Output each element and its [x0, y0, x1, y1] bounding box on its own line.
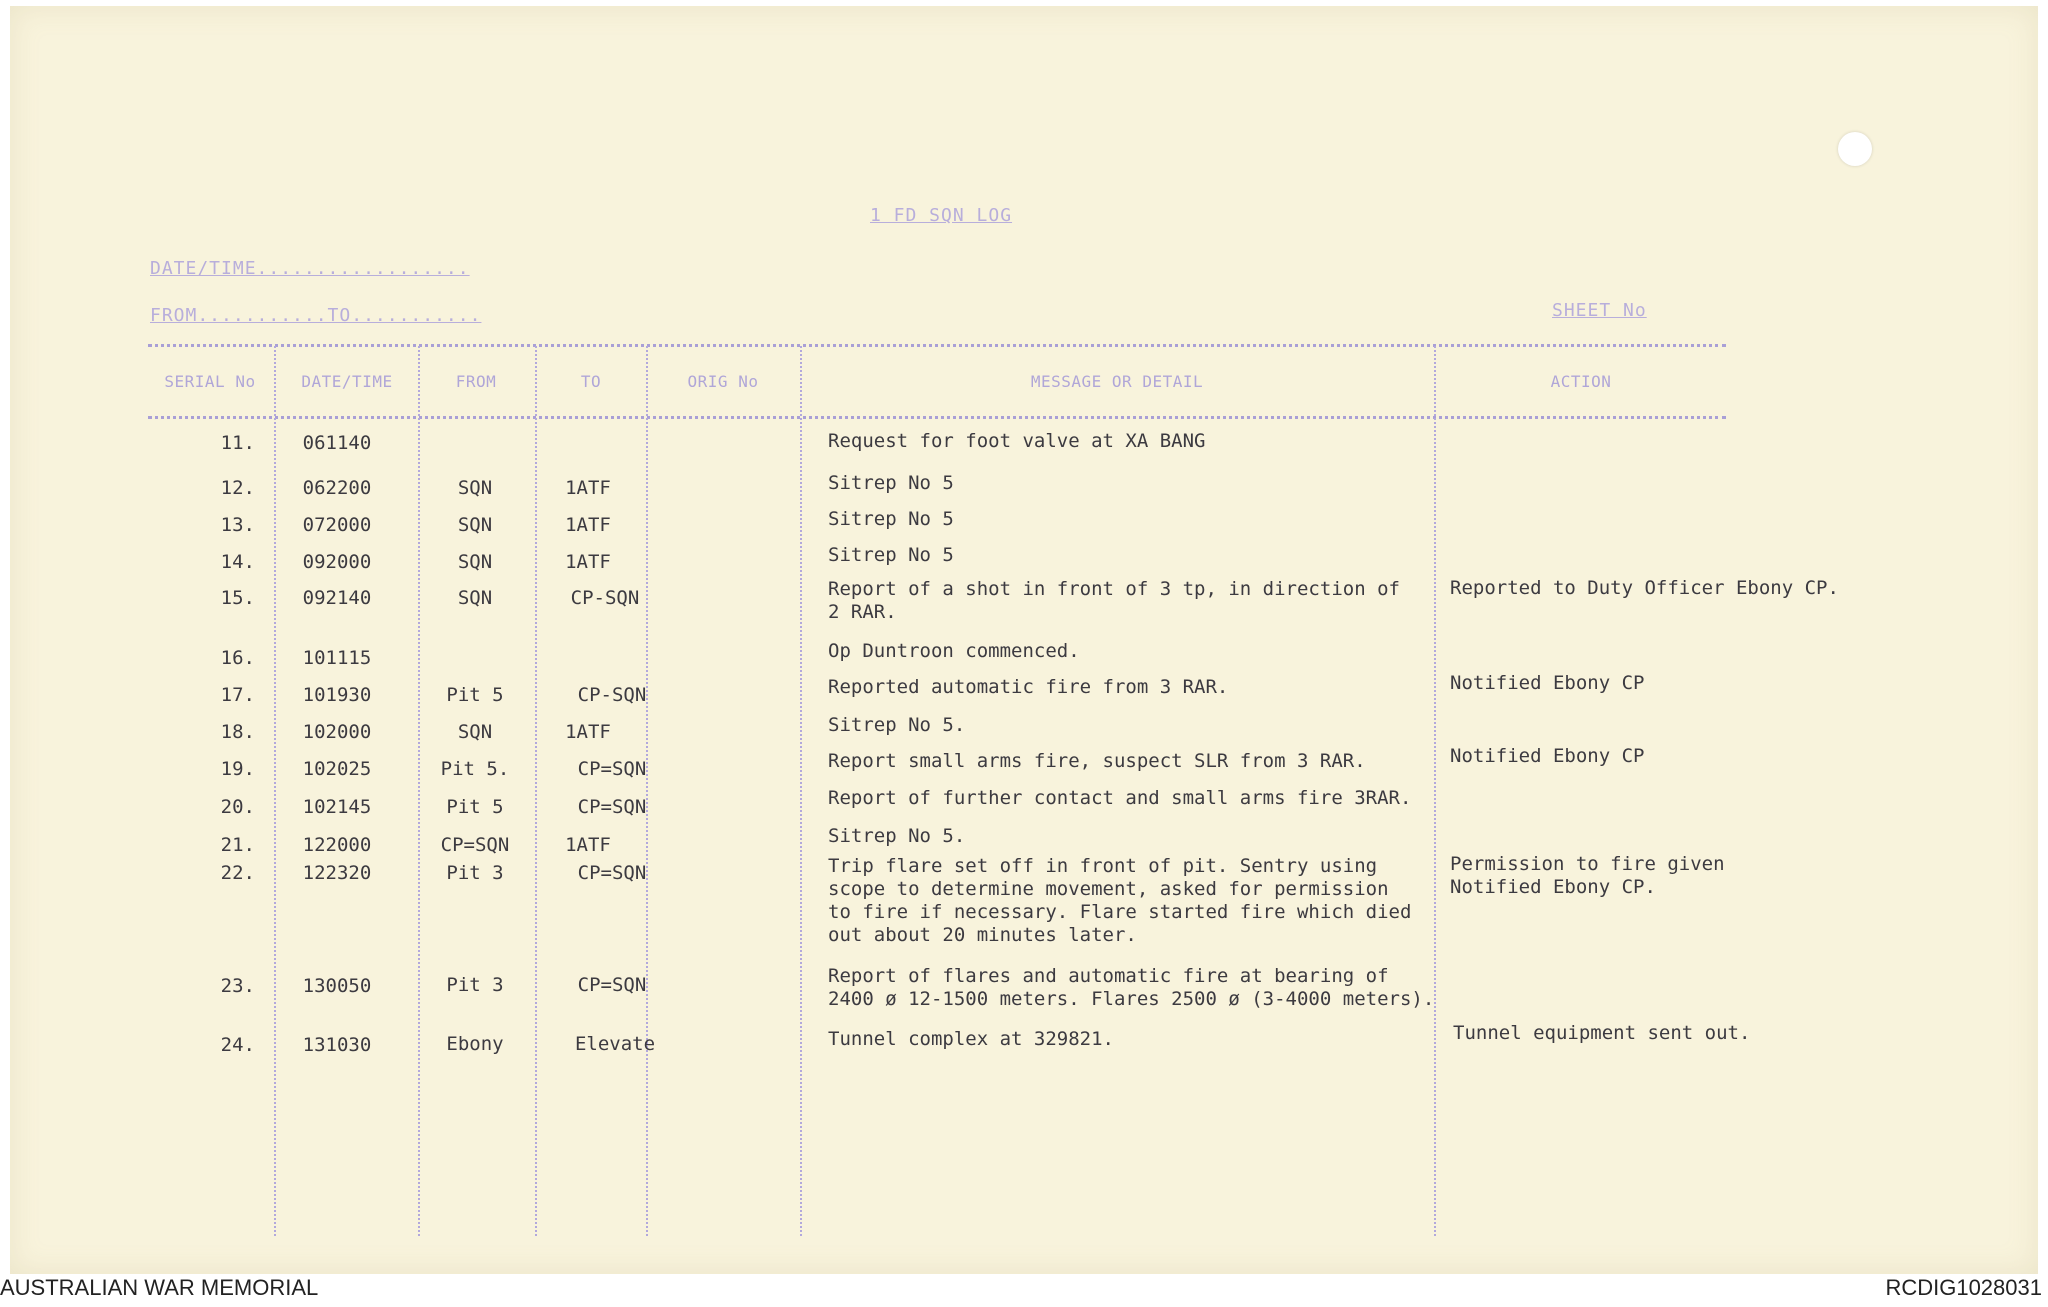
- row-action: Notified Ebony CP: [1450, 672, 1645, 694]
- header-to: TO: [580, 372, 602, 391]
- row-action: Permission to fire given Notified Ebony CP.: [1450, 853, 1725, 898]
- archive-credit: AUSTRALIAN WAR MEMORIAL: [0, 1275, 319, 1300]
- row-datetime: 102000: [302, 721, 372, 743]
- row-to: 1ATF: [565, 477, 611, 499]
- row-serial: 14.: [220, 551, 255, 573]
- row-message: Report of further contact and small arms fire 3RAR.: [828, 787, 1412, 809]
- row-from: SQN: [457, 551, 493, 573]
- row-to: CP-SQN: [577, 684, 647, 706]
- row-to: CP=SQN: [577, 862, 647, 884]
- row-message: Sitrep No 5: [828, 544, 954, 566]
- row-from: SQN: [457, 514, 493, 536]
- row-message: Sitrep No 5: [828, 472, 954, 494]
- row-serial: 17.: [220, 684, 255, 706]
- row-from: SQN: [457, 587, 493, 609]
- row-serial: 24.: [220, 1034, 255, 1056]
- row-from: CP=SQN: [440, 834, 510, 856]
- row-message: Report small arms fire, suspect SLR from 3 RAR.: [828, 750, 1366, 772]
- row-from: Pit 5: [446, 684, 504, 706]
- header-action: ACTION: [1550, 372, 1612, 391]
- row-datetime: 131030: [302, 1034, 372, 1056]
- column-divider: [1434, 346, 1436, 1236]
- row-serial: 22.: [220, 862, 255, 884]
- row-message: Report of flares and automatic fire at bearing of 2400 ø 12-1500 meters. Flares 2500 ø (3-4000 meters).: [828, 965, 1435, 1010]
- column-divider: [274, 346, 276, 1236]
- row-from: Pit 3: [446, 862, 504, 884]
- header-serial: SERIAL No: [164, 372, 256, 391]
- row-action: Notified Ebony CP: [1450, 745, 1645, 767]
- form-title: 1 FD SQN LOG: [870, 205, 1013, 226]
- row-message: Report of a shot in front of 3 tp, in direction of 2 RAR.: [828, 578, 1400, 623]
- row-serial: 13.: [220, 514, 255, 536]
- header-from: FROM: [455, 372, 497, 391]
- row-from: Ebony: [446, 1033, 504, 1055]
- header-datetime: DATE/TIME: [301, 372, 393, 391]
- date-time-field: DATE/TIME..................: [150, 258, 470, 279]
- archive-id: RCDIG1028031: [1885, 1275, 2042, 1300]
- row-serial: 16.: [220, 647, 255, 669]
- row-message: Sitrep No 5.: [828, 825, 966, 847]
- row-datetime: 092140: [302, 587, 372, 609]
- row-datetime: 122000: [302, 834, 372, 856]
- row-from: SQN: [457, 477, 493, 499]
- row-action: Reported to Duty Officer Ebony CP.: [1450, 577, 1839, 599]
- row-datetime: 092000: [302, 551, 372, 573]
- row-from: Pit 3: [446, 974, 504, 996]
- row-message: Reported automatic fire from 3 RAR.: [828, 676, 1229, 698]
- row-serial: 20.: [220, 796, 255, 818]
- row-message: Tunnel complex at 329821.: [828, 1028, 1114, 1050]
- column-divider: [646, 346, 648, 1236]
- column-divider: [800, 346, 802, 1236]
- row-serial: 19.: [220, 758, 255, 780]
- from-to-field: FROM...........TO...........: [150, 305, 482, 326]
- table-header-rule: [148, 416, 1726, 419]
- row-serial: 23.: [220, 975, 255, 997]
- row-datetime: 102145: [302, 796, 372, 818]
- sheet-number-field: SHEET No: [1552, 300, 1647, 321]
- row-to: CP=SQN: [577, 974, 647, 996]
- row-serial: 18.: [220, 721, 255, 743]
- row-to: 1ATF: [565, 551, 611, 573]
- header-message: MESSAGE OR DETAIL: [1030, 372, 1204, 391]
- row-to: 1ATF: [565, 721, 611, 743]
- row-datetime: 072000: [302, 514, 372, 536]
- row-message: Request for foot valve at XA BANG: [828, 430, 1206, 452]
- row-to: CP=SQN: [577, 758, 647, 780]
- row-serial: 15.: [220, 587, 255, 609]
- row-message: Sitrep No 5.: [828, 714, 966, 736]
- row-datetime: 102025: [302, 758, 372, 780]
- row-serial: 11.: [220, 432, 255, 454]
- row-to: 1ATF: [565, 514, 611, 536]
- row-serial: 21.: [220, 834, 255, 856]
- punch-hole: [1838, 132, 1872, 166]
- row-datetime: 130050: [302, 975, 372, 997]
- row-from: SQN: [457, 721, 493, 743]
- header-orig: ORIG No: [687, 372, 759, 391]
- row-to: CP-SQN: [570, 587, 640, 609]
- table-top-rule: [148, 344, 1726, 347]
- row-to: CP=SQN: [577, 796, 647, 818]
- row-message: Op Duntroon commenced.: [828, 640, 1080, 662]
- row-datetime: 101930: [302, 684, 372, 706]
- row-action: Tunnel equipment sent out.: [1453, 1022, 1751, 1044]
- row-message: Sitrep No 5: [828, 508, 954, 530]
- row-to: Elevate: [574, 1033, 656, 1055]
- row-datetime: 062200: [302, 477, 372, 499]
- row-message: Trip flare set off in front of pit. Sentry using scope to determine movement, asked for permission to fire if necessary. Flare started fire which died out about 20 minutes later.: [828, 855, 1412, 946]
- row-datetime: 101115: [302, 647, 372, 669]
- row-to: 1ATF: [565, 834, 611, 856]
- row-datetime: 122320: [302, 862, 372, 884]
- row-serial: 12.: [220, 477, 255, 499]
- row-from: Pit 5: [446, 796, 504, 818]
- row-from: Pit 5.: [440, 758, 510, 780]
- row-datetime: 061140: [302, 432, 372, 454]
